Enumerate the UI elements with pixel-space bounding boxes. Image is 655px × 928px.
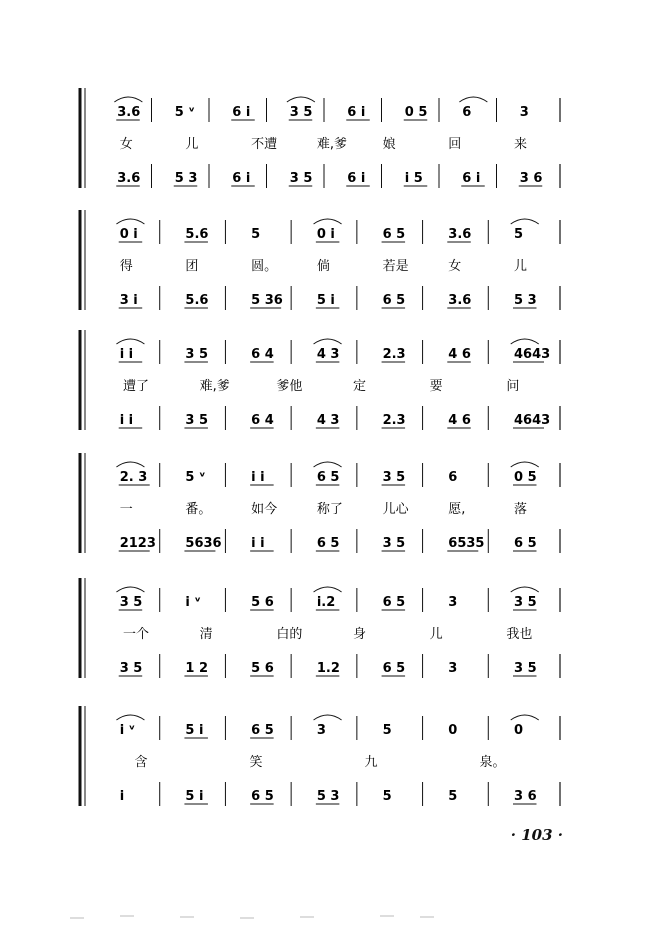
melody-note: 4643 <box>514 347 551 362</box>
melody-note: 6 5 <box>382 595 406 610</box>
accompaniment-note: 3 5 <box>514 661 537 676</box>
lyric-text: 不遭 <box>251 137 278 152</box>
slur-mark <box>114 97 142 102</box>
accompaniment-note: 6535 <box>448 536 485 551</box>
accompaniment-note: 5 3 <box>514 293 537 308</box>
slur-mark <box>511 339 539 344</box>
accompaniment-note: i i <box>119 413 134 428</box>
lyric-text: 定 <box>353 379 367 394</box>
lyric-text: 倘 <box>316 259 330 274</box>
accompaniment-note: i <box>119 789 125 804</box>
accompaniment-note: 5 <box>382 789 392 804</box>
melody-note: 5 ᵛ <box>185 470 206 485</box>
accompaniment-note: 4 6 <box>448 413 471 428</box>
lyric-text: 笑 <box>249 755 263 770</box>
slur-mark <box>287 97 315 102</box>
melody-note: 3 5 <box>185 347 209 362</box>
accompaniment-note: 5 36 <box>251 293 283 308</box>
accompaniment-note: 6 4 <box>251 413 274 428</box>
melody-note: 0 i <box>316 227 335 242</box>
page-number: · 103 · <box>510 826 563 844</box>
lyric-text: 我也 <box>506 627 533 642</box>
accompaniment-note: i i <box>251 536 265 551</box>
accompaniment-note: 3 i <box>119 293 138 308</box>
melody-note: 2. 3 <box>119 470 148 485</box>
melody-note: 6 <box>448 470 458 485</box>
accompaniment-note: 5636 <box>185 536 222 551</box>
lyric-text: 白的 <box>276 627 303 642</box>
accompaniment-note: 5 3 <box>316 789 340 804</box>
lyric-text: 得 <box>119 259 133 274</box>
melody-note: 3 5 <box>382 470 406 485</box>
melody-note: 6 i <box>232 105 251 120</box>
lyric-text: 爹他 <box>276 379 303 394</box>
lyric-text: 若是 <box>382 259 409 274</box>
lyric-text: 含 <box>134 755 148 770</box>
slur-mark <box>116 339 144 344</box>
melody-note: 2.3 <box>382 347 406 362</box>
melody-note: 6 5 <box>251 723 274 738</box>
accompaniment-note: 5.6 <box>185 293 209 308</box>
accompaniment-note: 3 5 <box>289 171 313 186</box>
melody-note: i.2 <box>316 595 336 610</box>
accompaniment-note: 6 i <box>462 171 481 186</box>
melody-note: 3 5 <box>514 595 537 610</box>
accompaniment-note: 5 i <box>316 293 335 308</box>
lyric-text: 如今 <box>251 502 278 517</box>
slur-mark <box>314 462 342 467</box>
accompaniment-note: 4643 <box>514 413 551 428</box>
accompaniment-note: 2123 <box>119 536 156 551</box>
lyric-text: 身 <box>353 627 367 642</box>
accompaniment-note: 6 5 <box>382 661 406 676</box>
melody-note: 0 <box>514 723 524 738</box>
melody-note: 6 <box>462 105 472 120</box>
accompaniment-note: 5 3 <box>174 171 198 186</box>
melody-note: 3 <box>316 723 326 738</box>
accompaniment-note: 5 6 <box>251 661 274 676</box>
accompaniment-note: 6 i <box>347 171 366 186</box>
slur-mark <box>314 219 342 224</box>
accompaniment-note: 6 5 <box>316 536 340 551</box>
melody-note: 5 6 <box>251 595 274 610</box>
lyric-text: 九 <box>364 755 378 770</box>
melody-note: 0 i <box>119 227 138 242</box>
slur-mark <box>116 462 144 467</box>
melody-note: 5 ᵛ <box>174 105 195 120</box>
accompaniment-note: 3.6 <box>448 293 472 308</box>
lyric-text: 难,爹 <box>199 379 230 394</box>
melody-note: 3 5 <box>289 105 313 120</box>
melody-note: 3 <box>519 105 529 120</box>
slur-mark <box>116 715 144 720</box>
slur-mark <box>511 715 539 720</box>
lyric-text: 称了 <box>316 502 343 517</box>
lyric-text: 清 <box>199 627 213 642</box>
lyric-text: 圆。 <box>251 259 278 274</box>
melody-note: 6 4 <box>251 347 274 362</box>
accompaniment-note: 3 5 <box>185 413 209 428</box>
lyric-text: 难,爹 <box>316 137 347 152</box>
melody-note: 3.6 <box>448 227 472 242</box>
slur-mark <box>314 339 342 344</box>
slur-mark <box>459 97 487 102</box>
slur-mark <box>314 587 342 592</box>
slur-mark <box>314 715 342 720</box>
slur-mark <box>116 219 144 224</box>
lyric-text: 愿, <box>448 502 466 517</box>
melody-note: 0 5 <box>404 105 428 120</box>
melody-note: 5 <box>251 227 261 242</box>
lyric-text: 番。 <box>185 502 212 517</box>
accompaniment-note: 3 6 <box>514 789 537 804</box>
slur-mark <box>511 462 539 467</box>
melody-note: 3 5 <box>119 595 143 610</box>
slur-mark <box>511 587 539 592</box>
lyric-text: 来 <box>514 137 528 152</box>
accompaniment-note: 5 i <box>185 789 204 804</box>
lyric-text: 一 <box>119 502 133 517</box>
lyric-text: 一个 <box>123 627 150 642</box>
lyric-text: 儿 <box>429 627 443 642</box>
lyric-text: 落 <box>514 502 528 517</box>
melody-note: i i <box>119 347 134 362</box>
accompaniment-note: 6 5 <box>251 789 274 804</box>
accompaniment-note: 6 5 <box>382 293 406 308</box>
melody-note: 5 i <box>185 723 204 738</box>
accompaniment-note: 2.3 <box>382 413 406 428</box>
melody-note: 3 <box>448 595 458 610</box>
melody-note: i ᵛ <box>119 723 136 738</box>
accompaniment-note: 3 5 <box>119 661 143 676</box>
melody-note: 5.6 <box>185 227 209 242</box>
melody-note: 3.6 <box>117 105 141 120</box>
melody-note: 4 3 <box>316 347 340 362</box>
accompaniment-note: 5 <box>448 789 458 804</box>
melody-note: 6 i <box>347 105 366 120</box>
accompaniment-note: 6 i <box>232 171 251 186</box>
lyric-text: 回 <box>448 137 462 152</box>
melody-note: i ᵛ <box>185 595 201 610</box>
lyric-text: 儿 <box>185 137 199 152</box>
melody-note: 6 5 <box>382 227 406 242</box>
lyric-text: 娘 <box>382 137 396 152</box>
accompaniment-note: 3 6 <box>519 171 543 186</box>
accompaniment-note: 1 2 <box>185 661 209 676</box>
accompaniment-note: 3.6 <box>117 171 141 186</box>
lyric-text: 问 <box>506 379 520 394</box>
slur-mark <box>116 587 144 592</box>
accompaniment-note: i 5 <box>404 171 423 186</box>
melody-note: 0 5 <box>514 470 537 485</box>
accompaniment-note: 3 <box>448 661 458 676</box>
melody-note: 6 5 <box>316 470 340 485</box>
melody-note: 5 <box>382 723 392 738</box>
melody-note: 0 <box>448 723 458 738</box>
lyric-text: 泉。 <box>479 755 506 770</box>
lyric-text: 儿心 <box>382 502 409 517</box>
melody-note: 5 <box>514 227 524 242</box>
slur-mark <box>511 219 539 224</box>
lyric-text: 女 <box>119 137 133 152</box>
lyric-text: 遭了 <box>123 379 150 394</box>
melody-note: i i <box>251 470 265 485</box>
lyric-text: 女 <box>448 259 462 274</box>
accompaniment-note: 3 5 <box>382 536 406 551</box>
accompaniment-note: 4 3 <box>316 413 340 428</box>
accompaniment-note: 6 5 <box>514 536 537 551</box>
lyric-text: 要 <box>429 379 443 394</box>
accompaniment-note: 1.2 <box>316 661 340 676</box>
lyric-text: 儿 <box>514 259 528 274</box>
melody-note: 4 6 <box>448 347 471 362</box>
lyric-text: 团 <box>185 259 199 274</box>
